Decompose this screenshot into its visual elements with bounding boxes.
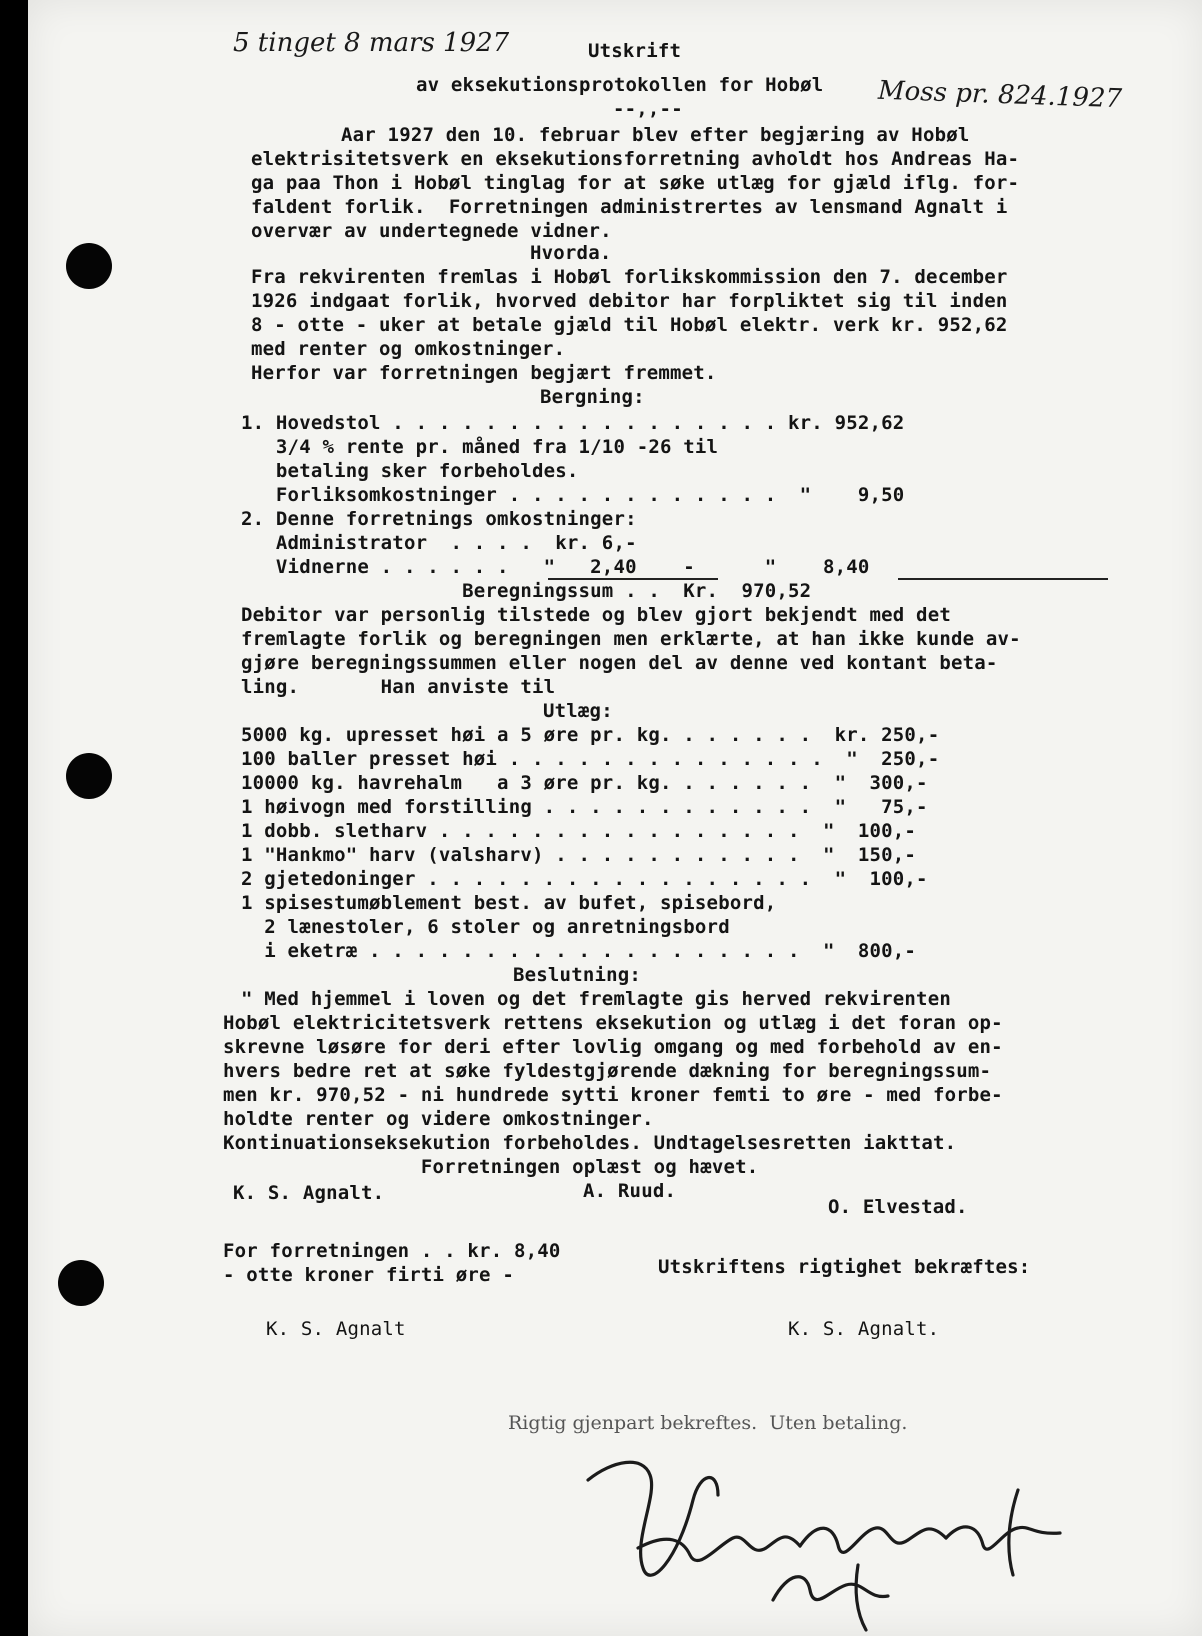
text-line: elektrisitetsverk en eksekutionsforretning avholdt hos Andreas Ha- (251, 148, 1020, 170)
text-line: ga paa Thon i Hobøl tinglag for at søke utlæg for gjæld iflg. for- (251, 172, 1020, 194)
bottom-signature: K. S. Agnalt. (788, 1318, 940, 1340)
text-line: 2 gjetedoninger . . . . . . . . . . . . . . . . . " 100,- (241, 868, 928, 890)
text-line: Aar 1927 den 10. februar blev efter begjæring av Hobøl (341, 124, 970, 146)
section-heading: Bergning: (540, 386, 645, 408)
text-line: 5000 kg. upresset høi a 5 øre pr. kg. . . . . . . kr. 250,- (241, 724, 940, 746)
text-line: men kr. 970,52 - ni hundrede sytti kroner femti to øre - med forbe- (223, 1084, 1003, 1106)
text-line: 1 spisestumøblement best. av bufet, spisebord, (241, 892, 777, 914)
text-line: Hobøl elektricitetsverk rettens eksekution og utlæg i det foran op- (223, 1012, 1003, 1034)
text-line: " Med hjemmel i loven og det fremlagte gis herved rekvirenten (241, 988, 951, 1010)
signature-name: K. S. Agnalt. (233, 1182, 385, 1204)
fee-line: - otte kroner firti øre - (223, 1264, 514, 1286)
text-line: Vidnerne . . . . . . " 2,40 - " 8,40 (241, 556, 870, 578)
bottom-signature: K. S. Agnalt (266, 1318, 406, 1340)
text-line: Debitor var personlig tilstede og blev gjort bekjendt med det (241, 604, 951, 626)
text-line: Administrator . . . . kr. 6,- (241, 532, 637, 554)
certification-text: Utskriftens rigtighet bekræftes: (658, 1256, 1031, 1278)
text-line: 3/4 % rente pr. måned fra 1/10 -26 til (241, 436, 719, 458)
header-mark: --,,-- (613, 98, 683, 120)
text-line: Forliksomkostninger . . . . . . . . . . . . " 9,50 (241, 484, 905, 506)
margin-note: 5 tinget 8 mars 1927 (233, 28, 510, 58)
text-line: 1. Hovedstol . . . . . . . . . . . . . . . . . kr. 952,62 (241, 412, 905, 434)
text-line: i eketræ . . . . . . . . . . . . . . . . . . . " 800,- (241, 940, 917, 962)
text-line: hvers bedre ret at søke fyldestgjørende dækning for beregningssum- (223, 1060, 992, 1082)
section-heading: Beslutning: (513, 964, 642, 986)
text-line: 1926 indgaat forlik, hvorved debitor har forpliktet sig til inden (251, 290, 1008, 312)
text-line: gjøre beregningssummen eller nogen del av denne ved kontant beta- (241, 652, 998, 674)
document-subtitle: av eksekutionsprotokollen for Hobøl (416, 74, 824, 96)
section-heading: Hvorda. (530, 242, 612, 264)
signature-name: A. Ruud. (583, 1180, 677, 1202)
fee-line: For forretningen . . kr. 8,40 (223, 1240, 561, 1262)
signature-name: O. Elvestad. (828, 1196, 968, 1218)
text-line: ling. Han anviste til (241, 676, 556, 698)
text-line: 1 høivogn med forstilling . . . . . . . . . . . . " 75,- (241, 796, 928, 818)
text-line: 2. Denne forretnings omkostninger: (241, 508, 637, 530)
text-line: Herfor var forretningen begjært fremmet. (251, 362, 717, 384)
text-line: holdte renter og videre omkostninger. (223, 1108, 654, 1130)
text-line: 8 - otte - uker at betale gjæld til Hobøl elektr. verk kr. 952,62 (251, 314, 1008, 336)
text-line: fremlagte forlik og beregningen men erklærte, at han ikke kunde av- (241, 628, 1021, 650)
text-line: med renter og omkostninger. (251, 338, 566, 360)
text-line: Beregningssum . . Kr. 970,52 (241, 580, 812, 602)
text-line: Kontinuationseksekution forbeholdes. Undtagelsesretten iakttat. (223, 1132, 957, 1154)
text-line: 10000 kg. havrehalm a 3 øre pr. kg. . . . . . . " 300,- (241, 772, 928, 794)
text-line: 2 lænestoler, 6 stoler og anretningsbord (241, 916, 730, 938)
text-line: faldent forlik. Forretningen administrertes av lensmand Agnalt i (251, 196, 1008, 218)
text-line: 1 "Hankmo" harv (valsharv) . . . . . . . . . . . " 150,- (241, 844, 917, 866)
reference-note: Moss pr. 824.1927 (877, 75, 1123, 115)
document-title: Utskrift (588, 40, 682, 62)
text-line: Forretningen oplæst og hævet. (223, 1156, 759, 1178)
handwritten-signature (28, 0, 1202, 1636)
text-line: skrevne løsøre for deri efter lovlig omgang og med forbehold av en- (223, 1036, 1003, 1058)
text-line: 1 dobb. sletharv . . . . . . . . . . . . . . . . " 100,- (241, 820, 917, 842)
text-line: 100 baller presset høi . . . . . . . . . . . . . . " 250,- (241, 748, 940, 770)
stamp-text: Rigtig gjenpart bekreftes. Uten betaling. (508, 1412, 908, 1434)
document-page (28, 0, 1202, 1636)
section-heading: Utlæg: (543, 700, 613, 722)
text-line: betaling sker forbeholdes. (241, 460, 579, 482)
text-line: overvær av undertegnede vidner. (251, 220, 612, 242)
text-line: Fra rekvirenten fremlas i Hobøl forlikskommission den 7. december (251, 266, 1008, 288)
